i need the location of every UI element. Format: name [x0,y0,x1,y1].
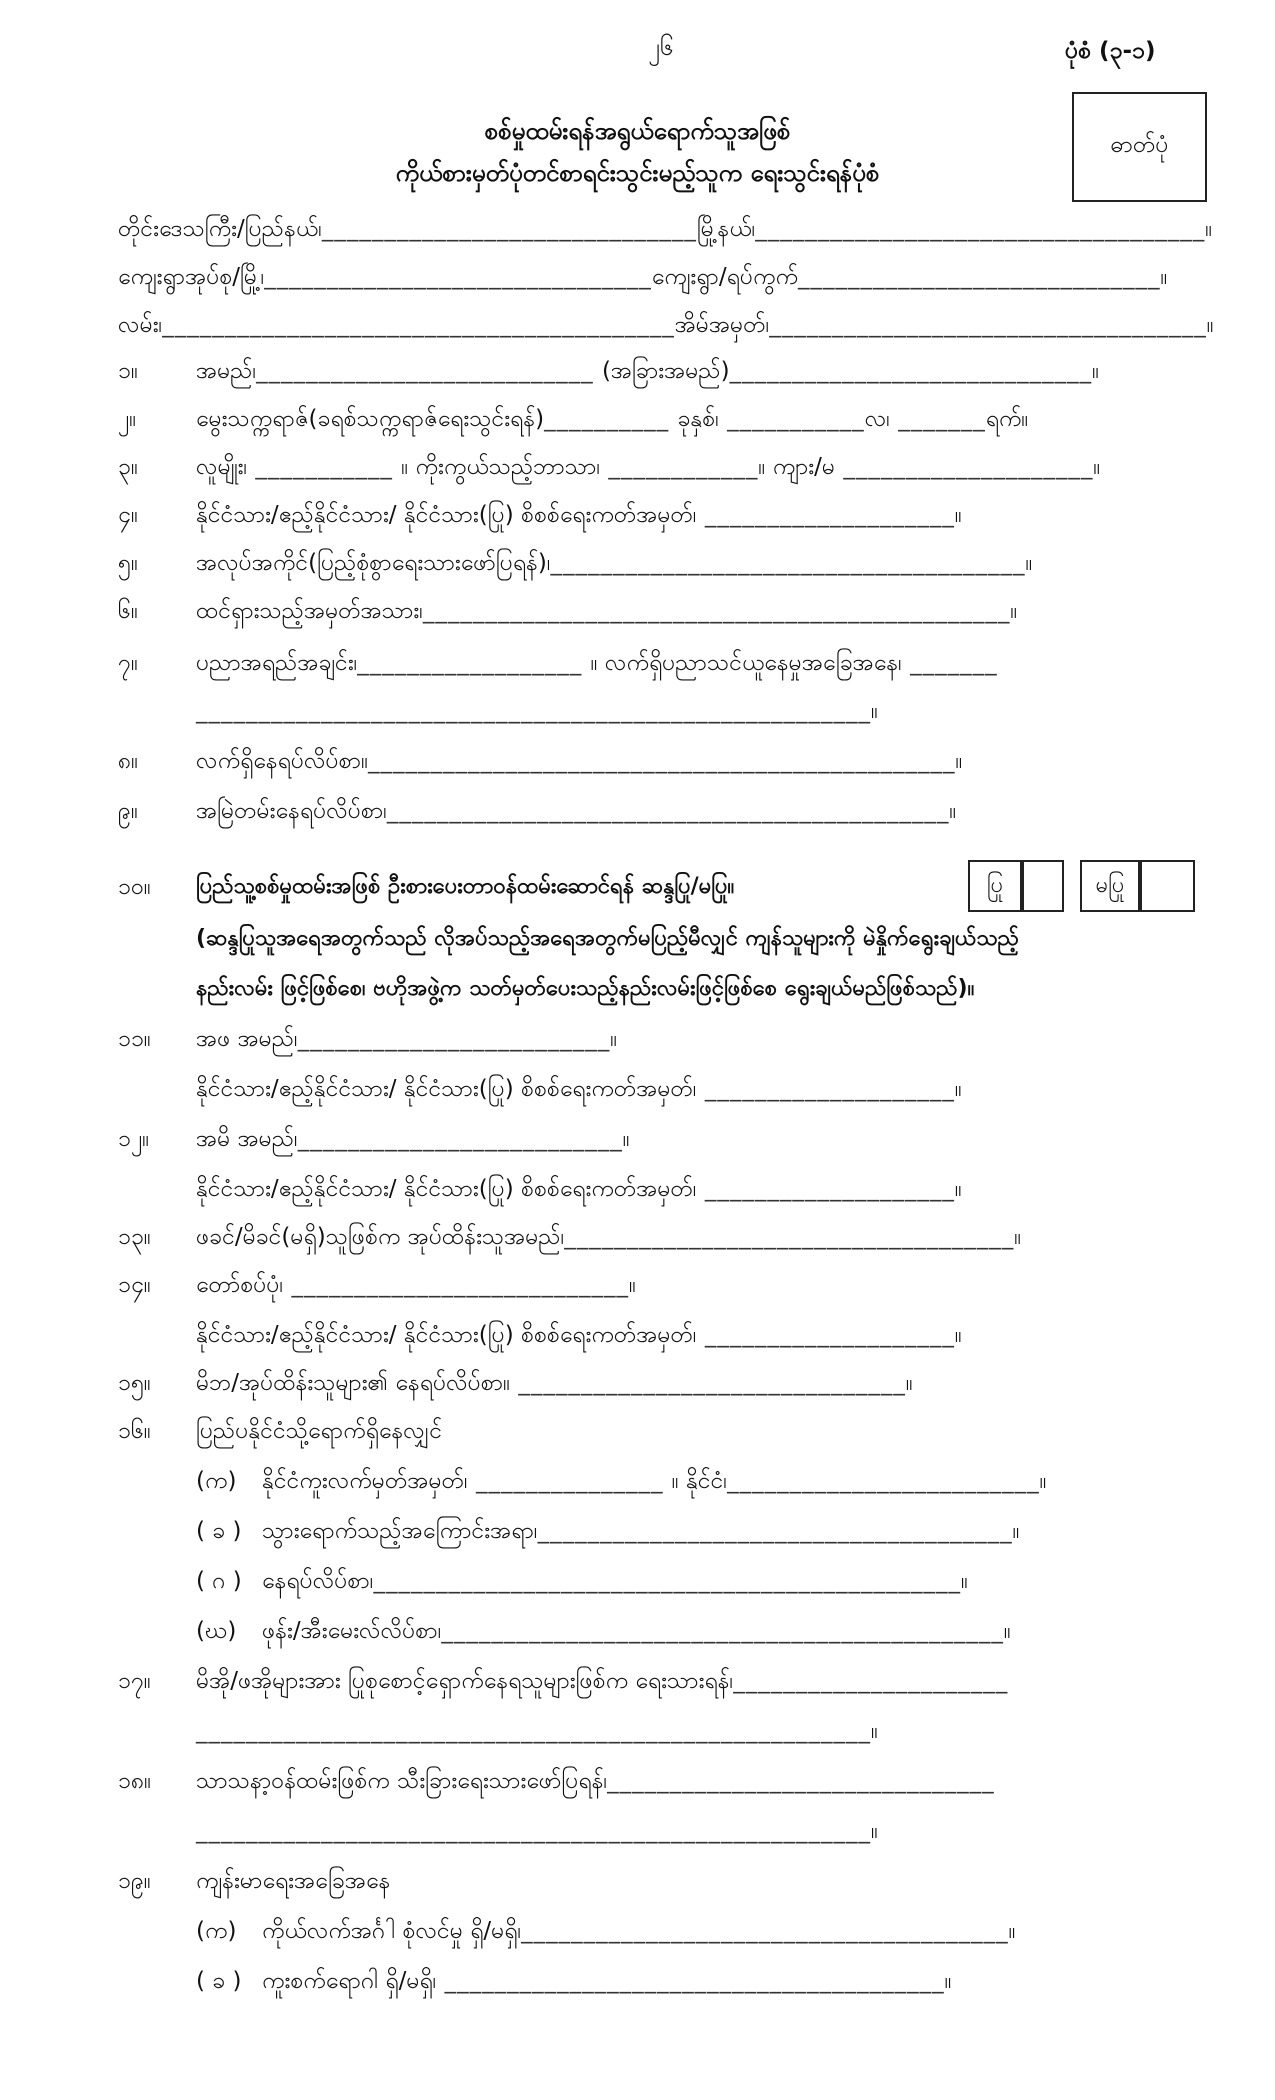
disease-label: ကူးစက်ရောဂါ ရှိ/မရှိ၊ [262,1968,437,1994]
volunteer-yes-label: ပြု [986,872,1004,898]
abroad-sub-c-row [262,1566,968,1596]
nrc-label: နိုင်ငံသား/ဧည့်နိုင်ငံသား/ နိုင်ငံသား(ပြု) စိစစ်ရေးကတ်အမှတ်၊ [196,502,697,528]
street-label: လမ်း၊ [118,312,163,338]
current-address-field[interactable]: _______________________________________________ [368,748,956,774]
item-number-15: ၁၅။ [118,1370,151,1396]
current-study-field-line2[interactable]: ______________________________________________________ [196,698,871,724]
phone-email-field[interactable]: _____________________________________________ [441,1618,1004,1644]
item-occupation-row [196,548,1033,578]
end-mark: ။ [1021,406,1029,432]
disability-field[interactable]: _______________________________________ [521,1918,1009,1944]
name-field[interactable]: ___________________________ [256,358,602,384]
current-study-label: ။ လက်ရှိပညာသင်ယူနေမှုအခြေအနေ၊ [590,650,902,676]
page-number: ၂၆ [648,33,674,61]
country-field[interactable]: _________________________ [727,1468,1040,1494]
end-mark: ။ [1014,1224,1022,1250]
item-number-5: ၅။ [118,550,138,576]
volunteer-yes-checkbox[interactable] [1022,860,1064,912]
item-number-14: ၁၄။ [118,1272,151,1298]
occupation-label: အလုပ်အကိုင်(ပြည့်စုံစွာရေးသားဖော်ပြရန်)၊ [196,550,551,576]
marks-label: ထင်ရှားသည့်အမှတ်အသား၊ [196,598,423,624]
end-mark: ။ [954,1076,962,1102]
volunteer-yes-label-box [968,860,1022,912]
phone-email-label: ဖုန်း/အီးမေးလ်လိပ်စာ၊ [262,1618,442,1644]
abroad-address-label: နေရပ်လိပ်စာ၊ [262,1568,374,1594]
health-heading: ကျန်းမာရေးအခြေအနေ [196,1868,391,1894]
dob-day-field[interactable]: _______ [889,406,986,432]
house-no-label: အိမ်အမှတ်၊ [674,312,770,338]
item-guardian-row [196,1222,1021,1252]
parents-address-field[interactable]: _______________________________ [510,1370,906,1396]
item-number-16: ၁၆။ [118,1418,151,1444]
item-relationship-row [196,1270,636,1300]
end-mark: ။ [1012,1518,1020,1544]
religion-field[interactable]: ____________ [600,454,759,480]
health-sub-a-row [262,1916,1016,1946]
item-race-row [196,452,1100,482]
volunteer-no-checkbox[interactable] [1140,860,1195,912]
caregiver-label: မိအို/ဖအိုများအား ပြုစုစောင့်ရှောက်နေရသူများဖြစ်က ရေးသားရန်၊ [196,1668,734,1694]
health-sub-b-row [262,1966,952,1996]
guardian-nrc-row [196,1320,962,1350]
item-number-19: ၁၉။ [118,1868,151,1894]
form-title-line2: ကိုယ်စားမှတ်ပုံတင်စာရင်းသွင်းမည့်သူက ရေးသွင်းရန်ပုံစံ [395,159,880,187]
passport-field[interactable]: _______________ [467,1468,672,1494]
item-parents-address-row [196,1368,913,1398]
country-label: ။ နိုင်ငံ၊ [671,1468,728,1494]
father-nrc-label: နိုင်ငံသား/ဧည့်နိုင်ငံသား/ နိုင်ငံသား(ပြု) စိစစ်ရေးကတ်အမှတ်၊ [196,1076,697,1102]
mother-nrc-row [196,1174,962,1204]
item-religious-row [196,1766,995,1796]
religion-label: ။ ကိုးကွယ်သည့်ဘာသာ၊ [401,454,601,480]
end-mark: ။ [1160,264,1168,290]
abroad-address-field[interactable]: _______________________________________________ [373,1568,961,1594]
end-mark: ။ [954,1322,962,1348]
end-mark: ။ [954,502,962,528]
current-study-field[interactable]: _______ [901,650,998,676]
mother-nrc-field[interactable]: ____________________ [696,1176,955,1202]
end-mark: ။ [960,1568,968,1594]
end-mark: ။ [871,698,878,724]
day-label: ရက် [985,406,1022,432]
ward-label: ကျေးရွာ/ရပ်ကွက် [651,264,798,290]
item-number-8: ၈။ [118,748,139,774]
guardian-nrc-field[interactable]: ____________________ [696,1322,955,1348]
dob-year-field[interactable]: __________ [544,406,678,432]
guardian-name-field[interactable]: ____________________________________ [564,1224,1015,1250]
item-permanent-address-row [196,796,956,826]
nrc-field[interactable]: ____________________ [696,502,955,528]
education-label: ပညာအရည်အချင်း၊ [196,650,358,676]
relationship-label: တော်စပ်ပုံ၊ [196,1272,284,1298]
volunteer-no-label: မပြု [1095,872,1125,898]
street-row [118,310,1214,340]
end-mark: ။ [871,1718,878,1744]
end-mark: ။ [1039,1468,1047,1494]
father-nrc-field[interactable]: ____________________ [696,1076,955,1102]
house-no-field[interactable]: ___________________________________ [769,312,1207,338]
month-label: လ၊ [864,406,890,432]
item-number-12: ၁၂။ [118,1126,150,1152]
item-education-row [196,648,998,678]
end-mark: ။ [610,1026,618,1052]
village-tract-label: ကျေးရွာအုပ်စု/မြို့၊ [118,264,265,290]
alias-field[interactable]: _____________________________ [729,358,1093,384]
year-label: ခုနှစ်၊ [677,406,719,432]
name-label: အမည်၊ [196,358,257,384]
purpose-label: သွားရောက်သည့်အကြောင်းအရာ၊ [262,1518,538,1544]
abroad-sub-a-row [262,1466,1047,1496]
father-nrc-row [196,1074,962,1104]
ward-field[interactable]: _____________________________ [797,264,1161,290]
village-row [118,262,1167,292]
end-mark: ။ [954,1176,962,1202]
end-mark: ။ [622,1126,630,1152]
father-name-label: အဖ အမည်၊ [196,1026,298,1052]
dob-label: မွေးသက္ကရာဇ်(ခရစ်သက္ကရာဇ်ရေးသွင်းရန်) [196,406,545,432]
item-number-1: ၁။ [118,358,138,384]
item-caregiver-continuation [196,1716,878,1746]
end-mark: ။ [1092,358,1100,384]
item-number-3: ၃။ [118,454,138,480]
mother-name-label: အမိ အမည်၊ [196,1126,298,1152]
father-name-field[interactable]: _________________________ [297,1026,611,1052]
end-mark: ။ [955,748,963,774]
item-number-9: ၉။ [118,798,138,824]
end-mark: ။ [1206,312,1214,338]
item-marks-row [196,596,1017,626]
guardian-nrc-label: နိုင်ငံသား/ဧည့်နိုင်ငံသား/ နိုင်ငံသား(ပြု) စိစစ်ရေးကတ်အမှတ်၊ [196,1322,697,1348]
relationship-field[interactable]: ___________________________ [283,1272,629,1298]
volunteer-note-line2: နည်းလမ်း ဖြင့်ဖြစ်စေ၊ ဗဟိုအဖွဲ့က သတ်မှတ်ပေးသည့်နည်းလမ်းဖြင့်ဖြစ်စေ ရွေးချယ်မည်ဖြစ်သည်)။ [196,976,975,1001]
end-mark: ။ [1205,216,1213,242]
end-mark: ။ [1010,598,1018,624]
form-code: ပုံစံ (၃-၁) [1065,38,1156,64]
township-label: မြို့နယ်၊ [696,216,756,242]
religious-field-line2[interactable]: ______________________________________________________ [196,1818,871,1844]
end-mark: ။ [628,1272,636,1298]
township-field[interactable]: ____________________________________ [755,216,1206,242]
caregiver-field-line2[interactable]: ______________________________________________________ [196,1718,871,1744]
sex-label: ။ ကျား/မ [758,454,836,480]
passport-label: နိုင်ငံကူးလက်မှတ်အမှတ်၊ [262,1468,468,1494]
purpose-field[interactable]: ______________________________________ [537,1518,1013,1544]
disability-label: ကိုယ်လက်အင်္ဂါ စုံလင်မှု ရှိ/မရှိ၊ [262,1918,522,1944]
health-sub-a-letter: (က) [196,1918,237,1944]
marks-field[interactable]: _______________________________________________ [422,598,1011,624]
item-number-4: ၄။ [118,502,138,528]
caregiver-field[interactable]: ______________________ [733,1668,1009,1694]
item-name-row [196,356,1099,386]
mother-name-field[interactable]: __________________________ [297,1126,623,1152]
volunteer-question: ပြည်သူ့စစ်မှုထမ်းအဖြစ် ဦးစားပေးတာဝန်ထမ်းဆောင်ရန် ဆန္ဒပြု/မပြု။ [196,874,735,899]
item-caregiver-row [196,1666,1008,1696]
alias-label: (အခြားအမည်) [601,358,730,384]
abroad-sub-b-letter: ( ခ ) [196,1518,242,1544]
end-mark: ။ [905,1370,913,1396]
item-nrc-row [196,500,962,530]
item-number-18: ၁၈။ [118,1768,152,1794]
item-number-10: ၁၀။ [118,874,151,900]
end-mark: ။ [871,1818,878,1844]
item-current-address-row [196,746,963,776]
end-mark: ။ [944,1968,952,1994]
education-field[interactable]: __________________ [357,650,591,676]
race-field[interactable]: ___________ [247,454,402,480]
item-number-11: ၁၁။ [118,1026,151,1052]
village-tract-field[interactable]: _______________________________ [264,264,652,290]
item-mother-row [196,1124,630,1154]
dob-month-field[interactable]: ___________ [718,406,865,432]
item-number-17: ၁၇။ [118,1668,151,1694]
abroad-sub-d-letter: (ဃ) [196,1618,237,1644]
race-label: လူမျိုး၊ [196,454,248,480]
item-religious-continuation [196,1816,878,1846]
end-mark: ။ [1093,454,1101,480]
permanent-address-label: အမြဲတမ်းနေရပ်လိပ်စာ၊ [196,798,387,824]
permanent-address-field[interactable]: _____________________________________________ [386,798,950,824]
item-number-7: ၇။ [118,650,138,676]
abroad-sub-c-letter: ( ဂ ) [196,1568,242,1594]
item-father-row [196,1024,617,1054]
end-mark: ။ [1008,1918,1016,1944]
abroad-sub-b-row [262,1516,1020,1546]
end-mark: ။ [1025,550,1033,576]
item-number-13: ၁၃။ [118,1224,151,1250]
end-mark: ။ [1003,1618,1011,1644]
health-sub-b-letter: ( ခ ) [196,1968,242,1994]
volunteer-no-label-box [1080,860,1140,912]
parents-address-label: မိဘ/အုပ်ထိန်းသူများ၏ နေရပ်လိပ်စာ။ [196,1370,511,1396]
volunteer-note-line1: (ဆန္ဒပြုသူအရေအတွက်သည် လိုအပ်သည့်အရေအတွက်မပြည့်မီလျှင် ကျန်သူများကို မဲနှိုက်ရွေးချယ်သည့် [196,926,1019,951]
disease-field[interactable]: ________________________________________ [436,1968,945,1994]
form-title-line1: စစ်မှုထမ်းရန်အရွယ်ရောက်သူအဖြစ် [484,117,791,145]
region-field[interactable]: ______________________________ [321,216,697,242]
guardian-name-label: ဖခင်/မိခင်(မရှိ)သူဖြစ်က အုပ်ထိန်းသူအမည်၊ [196,1224,565,1250]
abroad-heading: ပြည်ပနိုင်ငံသို့ရောက်ရှိနေလျှင် [196,1418,443,1444]
item-number-6: ၆။ [118,598,138,624]
street-field[interactable]: _________________________________________ [162,312,675,338]
religious-label: သာသနာ့ဝန်ထမ်းဖြစ်က သီးခြားရေးသားဖော်ပြရန်၊ [196,1768,608,1794]
item-dob-row [196,404,1028,434]
abroad-sub-a-letter: (က) [196,1468,237,1494]
photo-label: ဓာတ်ပုံ [1110,132,1169,158]
mother-nrc-label: နိုင်ငံသား/ဧည့်နိုင်ငံသား/ နိုင်ငံသား(ပြု) စိစစ်ရေးကတ်အမှတ်၊ [196,1176,697,1202]
sex-field[interactable]: ____________________ [835,454,1094,480]
item-education-continuation [196,696,878,726]
region-row [118,214,1212,244]
item-number-2: ၂။ [118,406,137,432]
end-mark: ။ [949,798,957,824]
abroad-sub-d-row [262,1616,1011,1646]
current-address-label: လက်ရှိနေရပ်လိပ်စာ။ [196,748,369,774]
region-label: တိုင်းဒေသကြီး/ပြည်နယ်၊ [118,216,322,242]
occupation-field[interactable]: ______________________________________ [550,550,1026,576]
religious-field[interactable]: _______________________________ [607,1768,995,1794]
